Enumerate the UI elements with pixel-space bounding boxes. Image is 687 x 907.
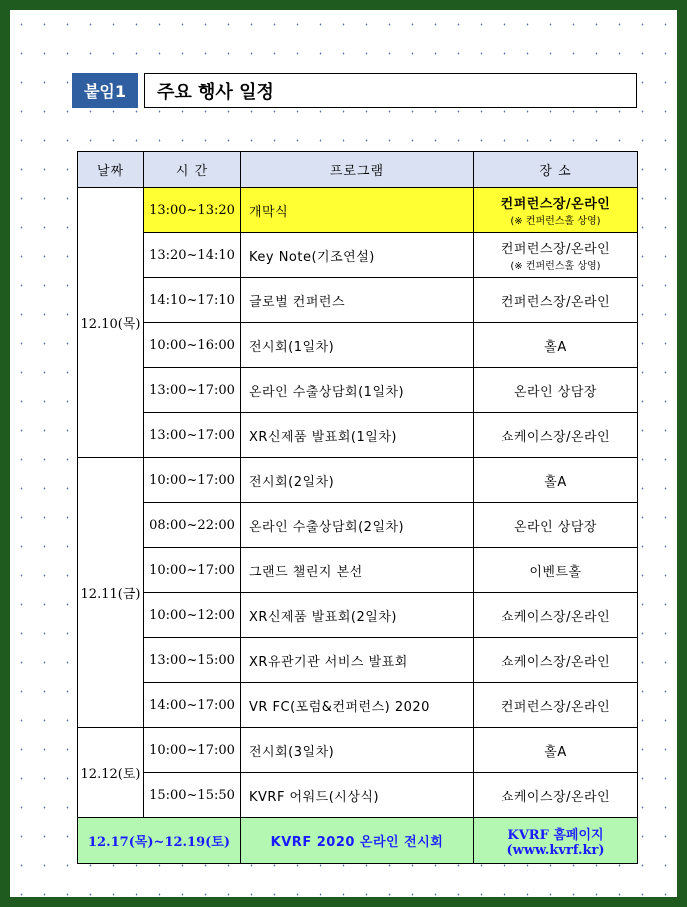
footer-place-link[interactable]: (www.kvrf.kr) [506, 842, 605, 858]
place-text: 온라인 상담장 [514, 519, 597, 535]
time-cell: 14:10~17:10 [144, 278, 241, 323]
place-cell [474, 233, 638, 278]
program-cell: KVRF 어워드(시상식) [241, 773, 474, 818]
program-cell: 전시회(2일차) [241, 458, 474, 503]
place-text: 이벤트홀 [529, 564, 582, 580]
program-cell: VR FC(포럼&컨퍼런스) 2020 [241, 683, 474, 728]
place-cell [474, 413, 638, 458]
place-text: 쇼케이스장/온라인 [500, 609, 611, 625]
place-text: 홀A [544, 744, 567, 760]
place-cell [474, 683, 638, 728]
program-cell: 온라인 수출상담회(1일차) [241, 368, 474, 413]
header-program: 프로그램 [241, 152, 474, 188]
place-cell [474, 503, 638, 548]
table-row [78, 323, 638, 368]
place-text: 쇼케이스장/온라인 [500, 654, 611, 670]
program-cell: XR유관기관 서비스 발표회 [241, 638, 474, 683]
schedule-table [77, 151, 638, 864]
place-cell [474, 278, 638, 323]
header-place: 장 소 [474, 152, 638, 188]
header-time: 시 간 [144, 152, 241, 188]
table-row [78, 728, 638, 773]
date-cell: 12.11(금) [78, 458, 144, 728]
footer-place [474, 818, 638, 864]
place-cell [474, 458, 638, 503]
time-cell: 14:00~17:00 [144, 683, 241, 728]
attachment-badge: 붙임1 [72, 73, 138, 108]
footer-period: 12.17(목)~12.19(토) [78, 818, 241, 864]
program-cell: 그랜드 챌린지 본선 [241, 548, 474, 593]
page-title: 주요 행사 일정 [144, 73, 637, 108]
time-cell: 10:00~16:00 [144, 323, 241, 368]
time-cell: 10:00~12:00 [144, 593, 241, 638]
table-row [78, 638, 638, 683]
table-row [78, 503, 638, 548]
time-cell: 15:00~15:50 [144, 773, 241, 818]
place-cell [474, 638, 638, 683]
footer-program: KVRF 2020 온라인 전시회 [241, 818, 474, 864]
time-cell: 13:00~17:00 [144, 413, 241, 458]
place-cell [474, 323, 638, 368]
program-cell: Key Note(기조연설) [241, 233, 474, 278]
table-row [78, 413, 638, 458]
footer-row [78, 818, 638, 864]
date-cell: 12.12(토) [78, 728, 144, 818]
table-row [78, 188, 638, 233]
place-cell [474, 548, 638, 593]
table-row [78, 458, 638, 503]
program-cell: XR신제품 발표회(2일차) [241, 593, 474, 638]
date-cell: 12.10(목) [78, 188, 144, 458]
schedule-body [78, 188, 638, 864]
place-text: 컨퍼런스장/온라인 [500, 197, 611, 212]
table-row [78, 233, 638, 278]
page [10, 10, 677, 897]
place-text: 컨퍼런스장/온라인 [500, 294, 611, 310]
place-text: 컨퍼런스장/온라인 [500, 242, 611, 257]
table-row [78, 593, 638, 638]
time-cell: 10:00~17:00 [144, 728, 241, 773]
place-text: 온라인 상담장 [514, 384, 597, 400]
place-text: 컨퍼런스장/온라인 [500, 699, 611, 715]
program-cell: 온라인 수출상담회(2일차) [241, 503, 474, 548]
time-cell: 13:00~15:00 [144, 638, 241, 683]
table-row [78, 683, 638, 728]
place-cell [474, 773, 638, 818]
program-cell: 전시회(1일차) [241, 323, 474, 368]
time-cell: 10:00~17:00 [144, 458, 241, 503]
time-cell: 13:00~17:00 [144, 368, 241, 413]
table-row [78, 278, 638, 323]
program-cell: XR신제품 발표회(1일차) [241, 413, 474, 458]
place-cell [474, 188, 638, 233]
place-cell [474, 593, 638, 638]
header-date: 날짜 [78, 152, 144, 188]
table-row [78, 548, 638, 593]
program-cell: 전시회(3일차) [241, 728, 474, 773]
table-header-row [78, 152, 638, 188]
program-cell: 개막식 [241, 188, 474, 233]
time-cell: 13:00~13:20 [144, 188, 241, 233]
time-cell: 13:20~14:10 [144, 233, 241, 278]
place-note: (※ 컨퍼런스홀 상영) [510, 216, 601, 227]
place-cell [474, 368, 638, 413]
place-text: 홀A [544, 339, 567, 355]
place-note: (※ 컨퍼런스홀 상영) [510, 261, 601, 272]
footer-place-line1: KVRF 홈페이지 [507, 827, 604, 843]
place-text: 홀A [544, 474, 567, 490]
place-text: 쇼케이스장/온라인 [500, 789, 611, 805]
place-text: 쇼케이스장/온라인 [500, 429, 611, 445]
time-cell: 08:00~22:00 [144, 503, 241, 548]
place-cell [474, 728, 638, 773]
table-row [78, 773, 638, 818]
table-row [78, 368, 638, 413]
time-cell: 10:00~17:00 [144, 548, 241, 593]
program-cell: 글로벌 컨퍼런스 [241, 278, 474, 323]
